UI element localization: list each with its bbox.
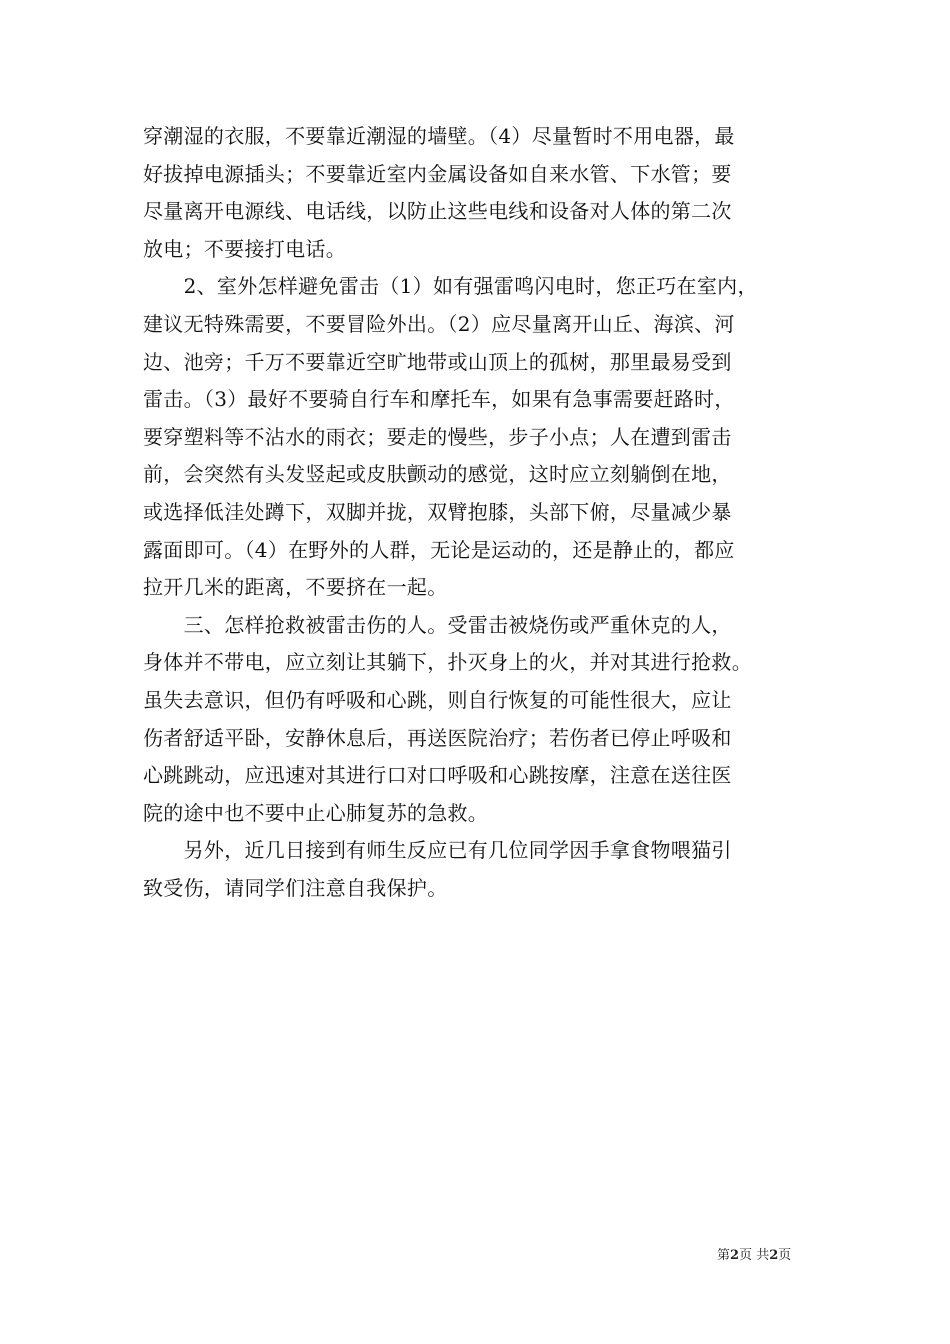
text-line: 建议无特殊需要，不要冒险外出。（2）应尽量离开山丘、海滨、河	[143, 311, 735, 336]
text-line: 尽量离开电源线、电话线，以防止这些电线和设备对人体的第二次	[143, 199, 732, 224]
text-line: 三、怎样抢救被雷击伤的人。受雷击被烧伤或严重休克的人，	[143, 612, 732, 637]
text-line: 院的途中也不要中止心肺复苏的急救。	[143, 800, 489, 825]
footer-current-page: 2	[730, 1248, 740, 1263]
text-line: 心跳跳动，应迅速对其进行口对口呼吸和心跳按摩，注意在送往医	[143, 763, 732, 788]
footer-middle: 页 共	[739, 1248, 770, 1263]
text-line: 露面即可。（4）在野外的人群，无论是运动的，还是静止的，都应	[143, 537, 735, 562]
body-text	[143, 118, 823, 907]
text-line: 致受伤，请同学们注意自我保护。	[143, 875, 448, 900]
text-line: 另外，近几日接到有师生反应已有几位同学因手拿食物喂猫引	[143, 838, 732, 863]
text-line: 边、池旁；千万不要靠近空旷地带或山顶上的孤树，那里最易受到	[143, 349, 732, 374]
text-line: 雷击。（3）最好不要骑自行车和摩托车，如果有急事需要赶路时，	[143, 387, 735, 412]
text-line: 好拔掉电源插头；不要靠近室内金属设备如自来水管、下水管；要	[143, 161, 732, 186]
text-line: 虽失去意识，但仍有呼吸和心跳，则自行恢复的可能性很大，应让	[143, 687, 732, 712]
page-footer	[717, 1247, 791, 1265]
text-line: 或选择低洼处蹲下，双脚并拢，双臂抱膝，头部下俯，尽量减少暴	[143, 499, 732, 524]
text-line: 身体并不带电，应立刻让其躺下，扑灭身上的火，并对其进行抢救。	[143, 650, 752, 675]
text-line: 伤者舒适平卧，安静休息后，再送医院治疗；若伤者已停止呼吸和	[143, 725, 732, 750]
footer-suffix: 页	[778, 1248, 792, 1263]
footer-prefix: 第	[717, 1248, 731, 1263]
text-line: 要穿塑料等不沾水的雨衣；要走的慢些，步子小点；人在遭到雷击	[143, 424, 732, 449]
text-line: 拉开几米的距离，不要挤在一起。	[143, 575, 448, 600]
text-line: 前，会突然有头发竖起或皮肤颤动的感觉，这时应立刻躺倒在地，	[143, 462, 732, 487]
text-line: 放电；不要接打电话。	[143, 236, 346, 261]
text-line: 穿潮湿的衣服，不要靠近潮湿的墙壁。（4）尽量暂时不用电器，最	[143, 124, 735, 148]
text-line: 2、室外怎样避免雷击（1）如有强雷鸣闪电时，您正巧在室内，	[143, 274, 758, 299]
footer-total-pages: 2	[769, 1248, 779, 1263]
